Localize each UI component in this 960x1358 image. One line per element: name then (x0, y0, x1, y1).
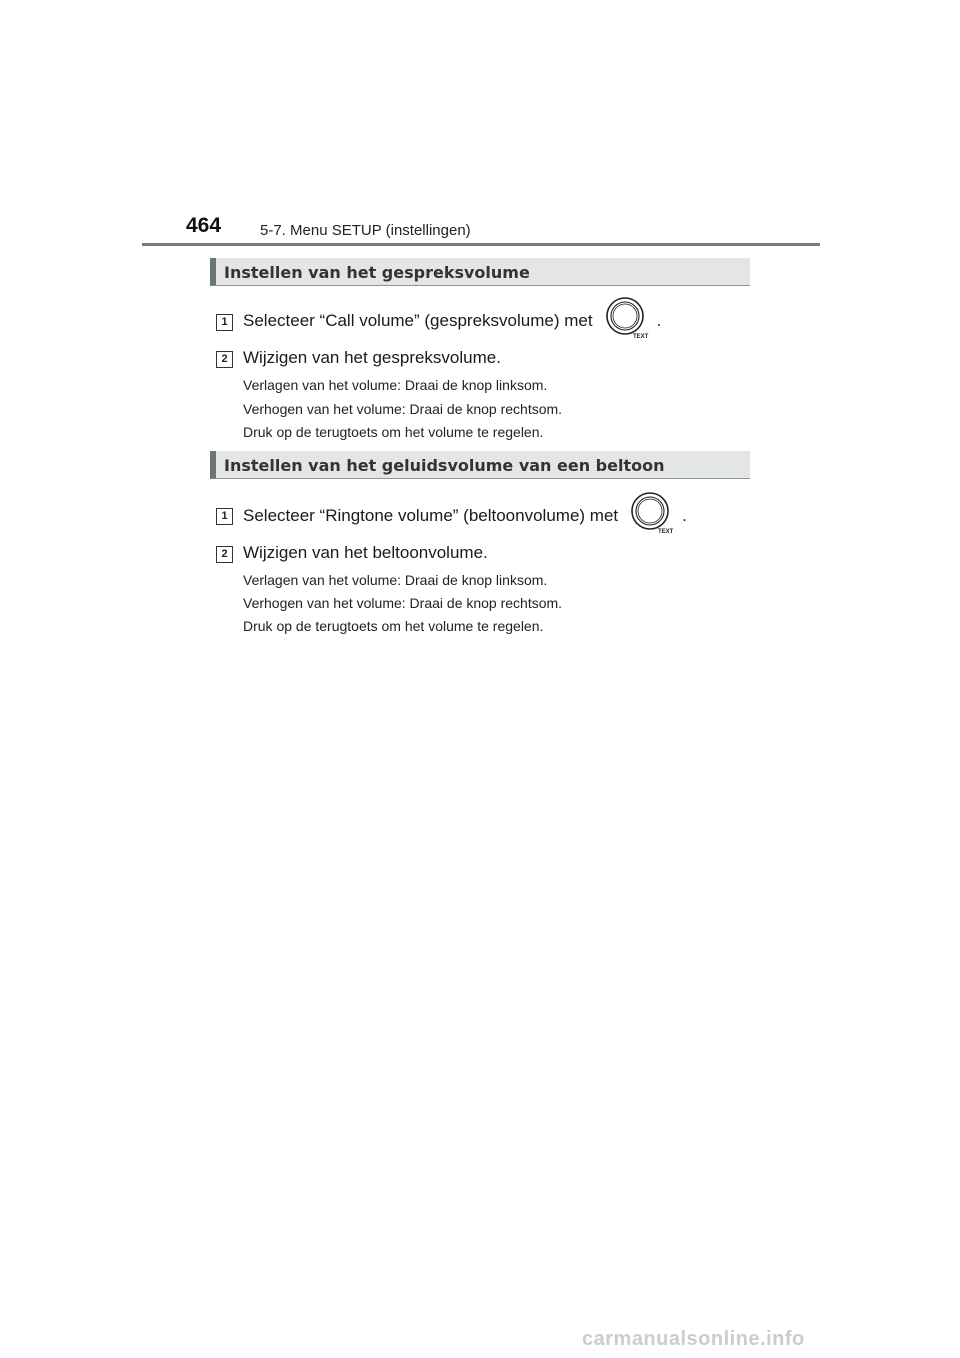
step-text: Selecteer “Call volume” (gespreksvolume) met (243, 311, 593, 330)
note-back-button: Druk op de terugtoets om het volume te regelen. (243, 424, 544, 440)
step-number-badge: 2 (216, 351, 233, 368)
note-increase-volume: Verhogen van het volume: Draai de knop rechtsom. (243, 401, 563, 417)
note-decrease-volume: Verlagen van het volume: Draai de knop linksom. (243, 377, 548, 393)
page-number: 464 (186, 214, 222, 237)
section-heading-text: Instellen van het geluidsvolume van een beltoon (224, 456, 665, 475)
section-heading-ringtone-volume (210, 451, 750, 479)
knob-label: TEXT (632, 333, 648, 340)
step-number-badge: 1 (216, 314, 233, 331)
step-1-call-volume (243, 311, 662, 340)
knob-label: TEXT (658, 528, 674, 535)
watermark: carmanualsonline.info (582, 1328, 805, 1350)
step-number-badge: 1 (216, 508, 233, 525)
step-text: Selecteer “Ringtone volume” (beltoonvolume) met (243, 506, 619, 525)
step-text-suffix: . (682, 506, 687, 525)
tune-knob-icon (628, 491, 676, 535)
header-divider (142, 243, 820, 246)
step-number-badge: 2 (216, 546, 233, 563)
step-1-ringtone-volume (243, 506, 687, 535)
note-decrease-volume: Verlagen van het volume: Draai de knop linksom. (243, 572, 548, 588)
step-2-change-ringtone-volume: Wijzigen van het beltoonvolume. (243, 543, 488, 562)
section-heading-text: Instellen van het gespreksvolume (224, 263, 530, 282)
step-2-change-call-volume: Wijzigen van het gespreksvolume. (243, 348, 501, 367)
section-heading-call-volume (210, 258, 750, 286)
step-text-suffix: . (656, 311, 662, 330)
chapter-title: 5-7. Menu SETUP (instellingen) (260, 222, 471, 239)
note-increase-volume: Verhogen van het volume: Draai de knop rechtsom. (243, 595, 563, 611)
tune-knob-icon (603, 296, 651, 340)
note-back-button: Druk op de terugtoets om het volume te regelen. (243, 618, 544, 634)
